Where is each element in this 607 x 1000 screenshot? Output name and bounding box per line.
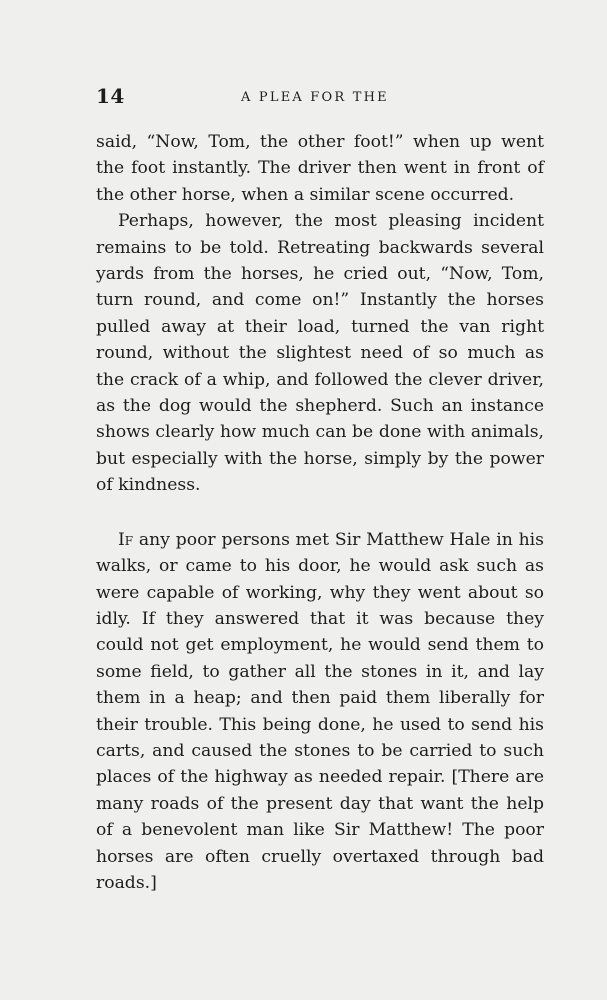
paragraph-matthew-hale xyxy=(96,527,544,897)
page-header xyxy=(96,84,546,114)
running-title: A PLEA FOR THE xyxy=(241,90,389,105)
section-gap xyxy=(96,499,544,527)
paragraph-continuation: said, “Now, Tom, the other foot!” when up went the foot instantly. The driver then went in front of the other horse, when a similar scene occurred. xyxy=(96,132,544,205)
page-body xyxy=(96,129,544,896)
page-number: 14 xyxy=(96,84,125,108)
paragraph-matthew-hale-text: any poor persons met Sir Matthew Hale in his walks, or came to his door, he would ask such as were capable of working, why they went about so idly. If they answered that it was because they could not get employment, he would send them to some field, to gather all the stones in it, and lay them in a heap; and then paid them liberally for their trouble. This being done, he used to send his carts, and caused the stones to be carried to such places of the highway as needed repair. [There are many roads of the present day that want the help of a benevolent man like Sir Matthew! The poor horses are often cruelly overtaxed through bad roads.] xyxy=(96,529,544,893)
paragraph-lead-word: If xyxy=(118,529,134,550)
paragraph-incident: Perhaps, however, the most pleasing incident remains to be told. Retreating backwards several yards from the horses, he cried out, “Now, Tom, turn round, and come on!” Instantly the horses pulled away at their load, turned the van right round, without the slightest need of so much as the crack of a whip, and followed the clever driver, as the dog would the shepherd. Such an instance shows clearly how much can be done with animals, but especially with the horse, simply by the power of kindness. xyxy=(96,211,544,496)
